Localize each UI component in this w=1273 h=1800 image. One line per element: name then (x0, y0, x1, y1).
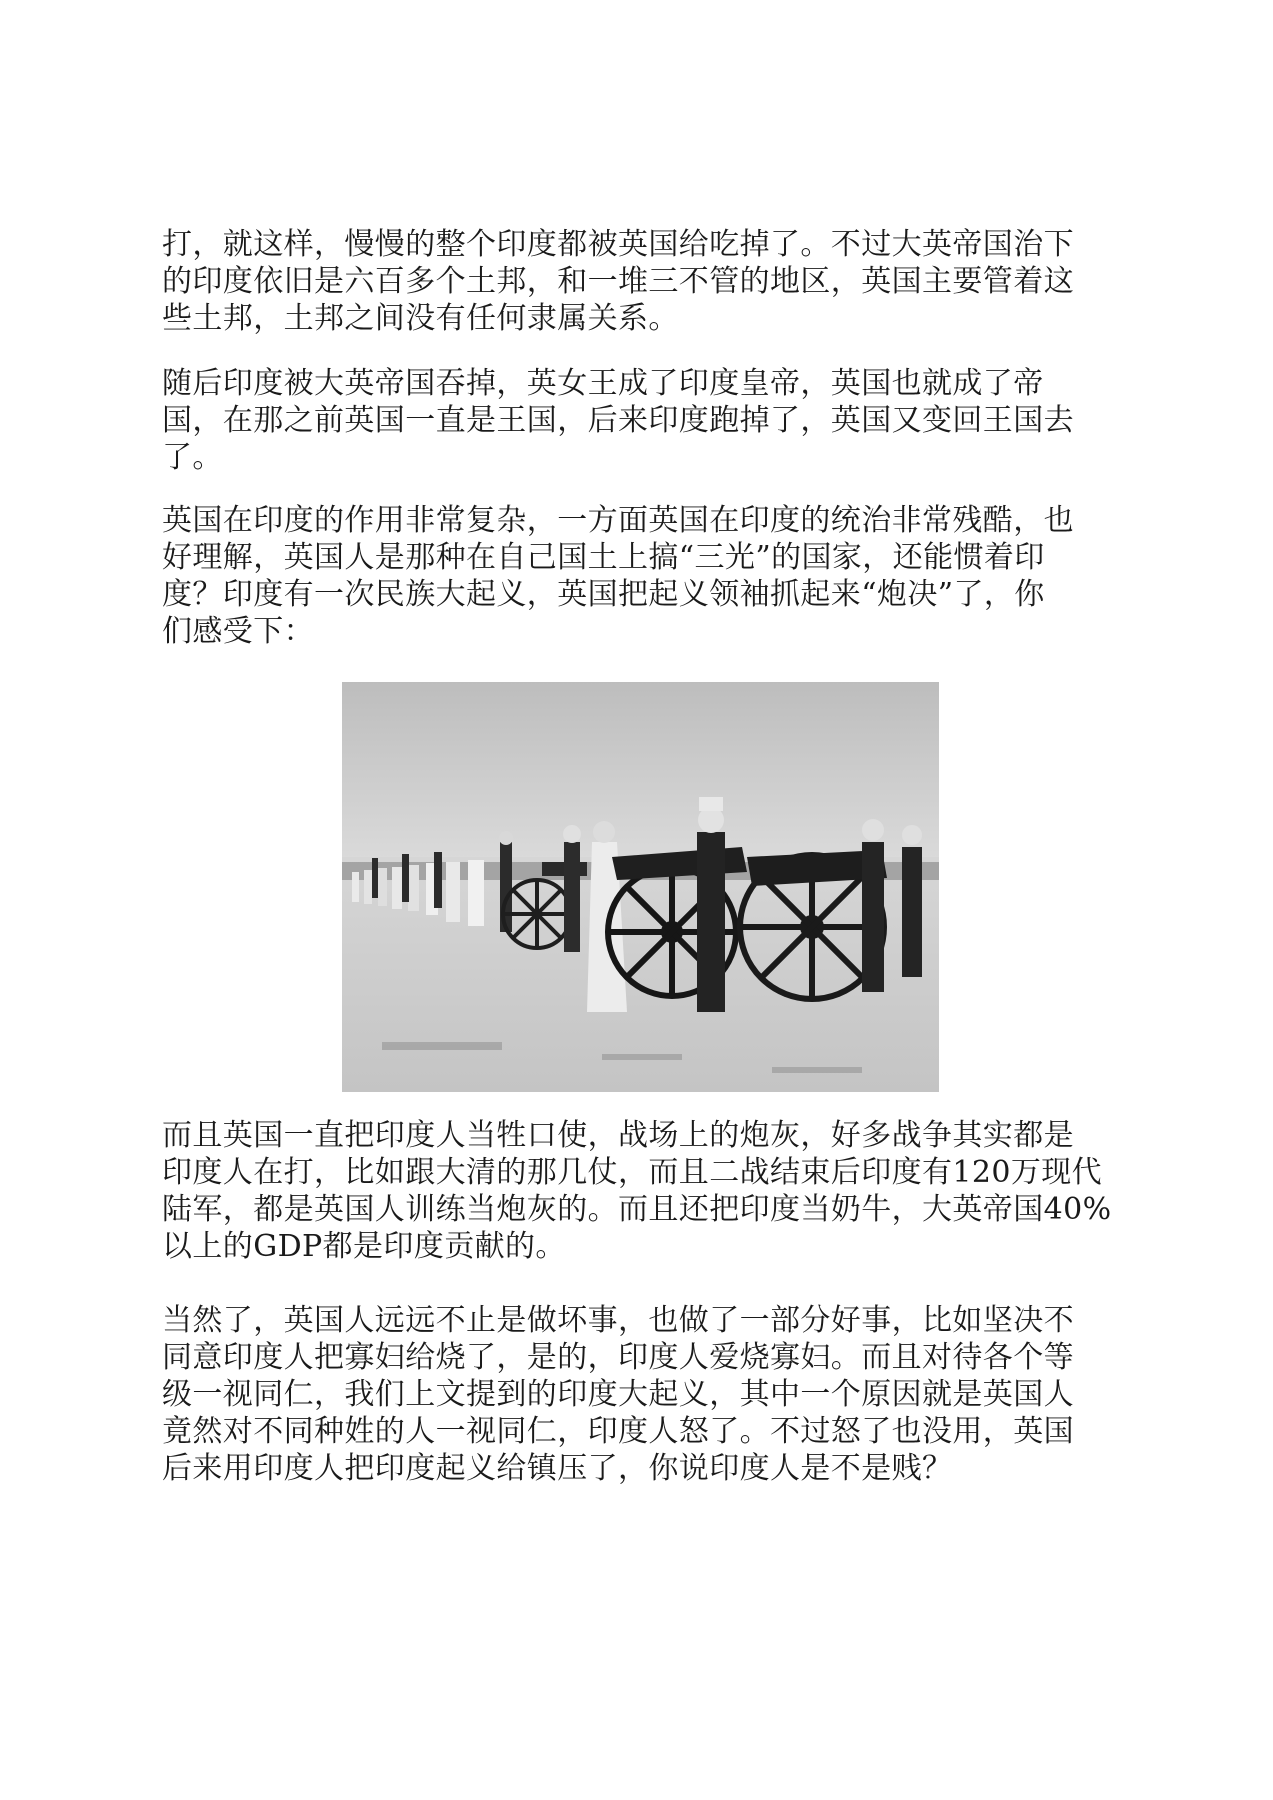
text-line: 度？印度有一次民族大起义，英国把起义领袖抓起来“炮决”了，你 (162, 577, 1045, 612)
text-line: 陆军，都是英国人训练当炮灰的。而且还把印度当奶牛，大英帝国40% (162, 1192, 1112, 1227)
paragraph-3 (162, 502, 1122, 650)
paragraph-5 (162, 1302, 1122, 1487)
historical-photo-cannon-execution-icon (342, 682, 939, 1092)
text-line: 后来用印度人把印度起义给镇压了，你说印度人是不是贱？ (162, 1451, 953, 1486)
text-line: 以上的GDP都是印度贡献的。 (162, 1229, 566, 1264)
text-line: 竟然对不同种姓的人一视同仁，印度人怒了。不过怒了也没用，英国 (162, 1414, 1074, 1449)
text-line: 们感受下： (162, 614, 314, 649)
text-line: 好理解，英国人是那种在自己国土上搞“三光”的国家，还能惯着印 (162, 540, 1045, 575)
paragraph-4 (162, 1117, 1122, 1265)
paragraph-2 (162, 365, 1122, 476)
text-line: 同意印度人把寡妇给烧了，是的，印度人爱烧寡妇。而且对待各个等 (162, 1340, 1074, 1375)
text-line: 而且英国一直把印度人当牲口使，战场上的炮灰，好多战争其实都是 (162, 1118, 1074, 1153)
text-line: 国，在那之前英国一直是王国，后来印度跑掉了，英国又变回王国去 (162, 403, 1074, 438)
historical-photo (342, 682, 939, 1092)
text-line: 的印度依旧是六百多个土邦，和一堆三不管的地区，英国主要管着这 (162, 264, 1074, 299)
text-line: 英国在印度的作用非常复杂，一方面英国在印度的统治非常残酷，也 (162, 503, 1074, 538)
text-line: 当然了，英国人远远不止是做坏事，也做了一部分好事，比如坚决不 (162, 1303, 1074, 1338)
text-line: 打，就这样，慢慢的整个印度都被英国给吃掉了。不过大英帝国治下 (162, 227, 1074, 262)
text-line: 些土邦，土邦之间没有任何隶属关系。 (162, 301, 679, 336)
text-line: 随后印度被大英帝国吞掉，英女王成了印度皇帝，英国也就成了帝 (162, 366, 1044, 401)
paragraph-1 (162, 226, 1122, 337)
text-line: 了。 (162, 440, 223, 475)
text-line: 级一视同仁，我们上文提到的印度大起义，其中一个原因就是英国人 (162, 1377, 1074, 1412)
text-line: 印度人在打，比如跟大清的那几仗，而且二战结束后印度有120万现代 (162, 1155, 1103, 1190)
